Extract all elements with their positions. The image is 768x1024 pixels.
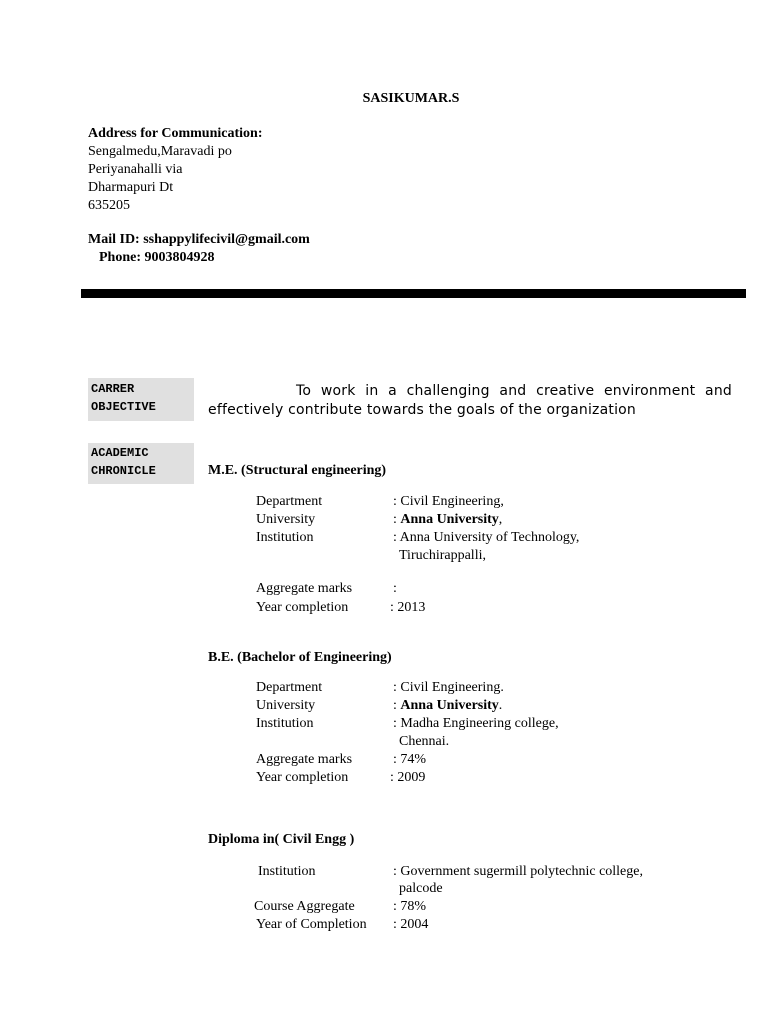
be-university-value (393, 697, 693, 715)
section-label-career-objective (88, 378, 194, 421)
label-line: ACADEMIC (91, 446, 149, 460)
be-aggregate-value: : 74% (393, 752, 427, 767)
be-institution-value: : Madha Engineering college, (393, 716, 559, 731)
mail-id: Mail ID: sshappylifecivil@gmail.com (88, 232, 310, 247)
university-name: Anna University (400, 698, 499, 713)
me-aggregate-label: Aggregate marks (256, 581, 353, 596)
be-department-label: Department (256, 680, 323, 695)
me-university-value (393, 511, 693, 529)
phone-number: Phone: 9003804928 (99, 250, 215, 265)
be-year-value: : 2009 (390, 770, 426, 785)
diploma-aggregate-label: Course Aggregate (254, 899, 355, 914)
address-line: 635205 (88, 198, 130, 213)
be-year-label: Year completion (256, 770, 349, 785)
value-prefix: : (393, 512, 401, 527)
diploma-aggregate-value: : 78% (393, 899, 427, 914)
value-prefix: : (393, 698, 401, 713)
me-university-label: University (256, 512, 316, 527)
me-year-label: Year completion (256, 600, 349, 615)
label-line: CHRONICLE (91, 464, 156, 478)
candidate-name: SASIKUMAR.S (362, 91, 460, 106)
university-name: Anna University (400, 512, 499, 527)
address-heading: Address for Communication: (88, 126, 263, 141)
degree-title-me: M.E. (Structural engineering) (208, 463, 387, 478)
diploma-institution-label: Institution (258, 864, 316, 879)
address-block (88, 125, 263, 215)
diploma-institution-value: : Government sugermill polytechnic college, (393, 864, 643, 879)
me-institution-value: : Anna University of Technology, (393, 530, 580, 545)
be-institution-label: Institution (256, 716, 314, 731)
section-label-academic-chronicle (88, 443, 194, 484)
degree-title-diploma: Diploma in( Civil Engg ) (208, 832, 355, 847)
address-line: Dharmapuri Dt (88, 180, 174, 195)
value-suffix: , (498, 512, 503, 527)
address-line: Sengalmedu,Maravadi po (88, 144, 232, 159)
be-aggregate-label: Aggregate marks (256, 752, 353, 767)
header-divider (81, 289, 746, 298)
be-department-value: : Civil Engineering. (393, 680, 504, 695)
diploma-year-value: : 2004 (393, 917, 429, 932)
me-department-label: Department (256, 494, 323, 509)
diploma-institution-value-cont: palcode (399, 881, 443, 896)
me-year-value: : 2013 (390, 600, 426, 615)
be-university-label: University (256, 698, 316, 713)
contact-block (88, 231, 310, 267)
me-department-value: : Civil Engineering, (393, 494, 504, 509)
label-line: CARRER (91, 382, 135, 396)
be-institution-value-cont: Chennai. (399, 734, 450, 749)
degree-title-be: B.E. (Bachelor of Engineering) (208, 650, 392, 665)
label-line: OBJECTIVE (91, 400, 156, 414)
me-institution-value-cont: Tiruchirappalli, (399, 548, 486, 563)
value-suffix: . (498, 698, 503, 713)
address-line: Periyanahalli via (88, 162, 183, 177)
career-objective-text: To work in a challenging and creative environment and effectively contribute towards the goals of the organization (208, 383, 732, 418)
diploma-year-label: Year of Completion (256, 917, 367, 932)
me-institution-label: Institution (256, 530, 314, 545)
me-aggregate-value: : (393, 581, 397, 596)
